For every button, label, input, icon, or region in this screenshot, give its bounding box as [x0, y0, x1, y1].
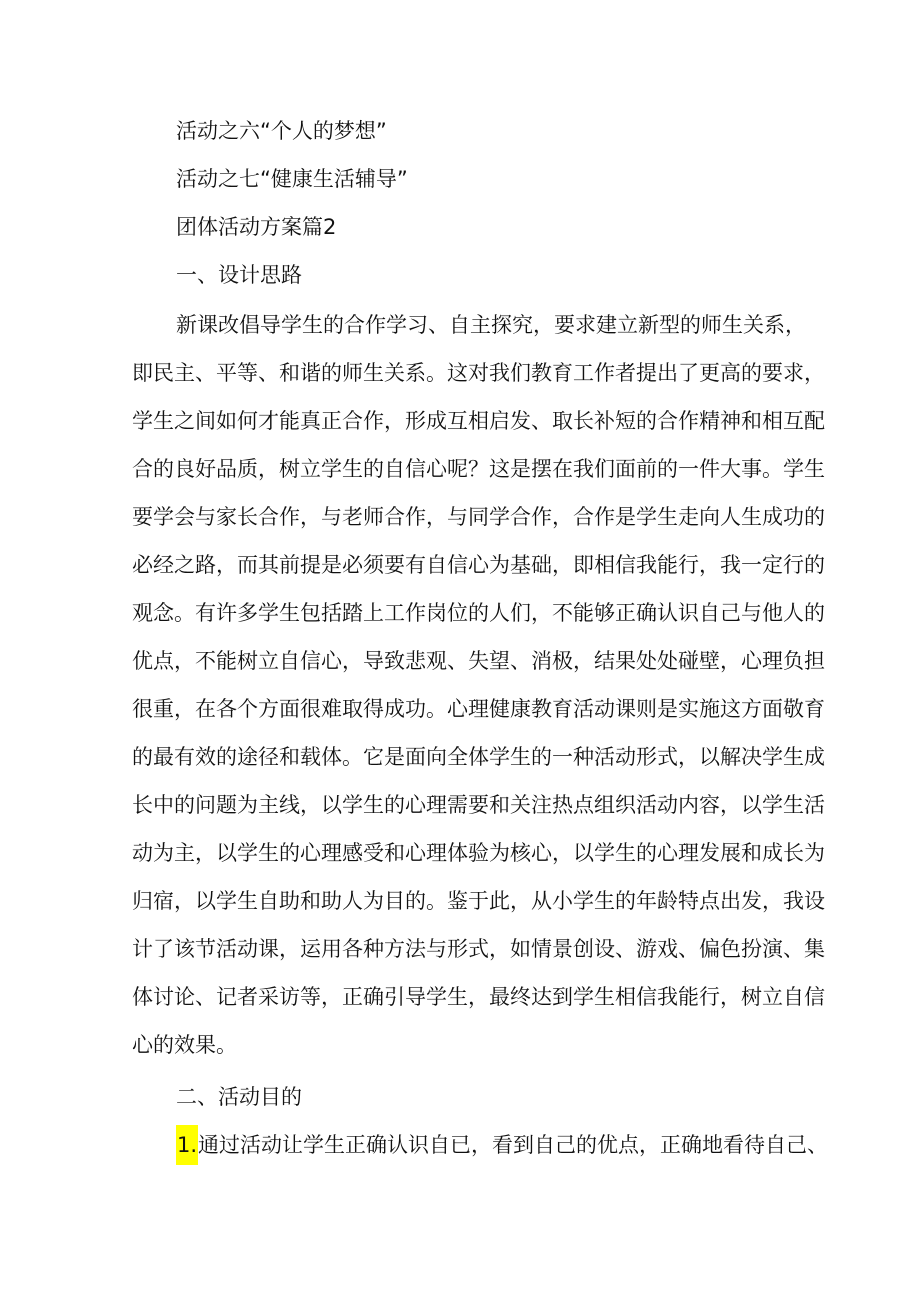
paragraph-line: 即民主、平等、和谐的师生关系。这对我们教育工作者提出了更高的要求， [132, 361, 825, 385]
paragraph-line: 优点，不能树立自信心，导致悲观、失望、消极，结果处处碰壁，心理负担 [132, 649, 825, 673]
heading-plan-part-2: 团体活动方案篇2 [176, 215, 337, 239]
paragraph-line: 新课改倡导学生的合作学习、自主探究，要求建立新型的师生关系， [176, 313, 806, 337]
paragraph-line: 观念。有许多学生包括踏上工作岗位的人们，不能够正确认识自己与他人的 [132, 601, 825, 625]
list-item-number-highlight: 1. [176, 1125, 198, 1165]
heading-activity-6: 活动之六“个人的梦想” [176, 119, 387, 143]
heading-activity-7: 活动之七“健康生活辅导” [176, 167, 408, 191]
paragraph-line: 计了该节活动课，运用各种方法与形式，如情景创设、游戏、偏色扮演、集 [132, 937, 825, 961]
heading-design-idea: 一、设计思路 [176, 263, 302, 287]
paragraph-line: 动为主，以学生的心理感受和心理体验为核心，以学生的心理发展和成长为 [132, 841, 825, 865]
paragraph-line: 必经之路，而其前提是必须要有自信心为基础，即相信我能行，我一定行的 [132, 553, 825, 577]
paragraph-line: 长中的问题为主线，以学生的心理需要和关注热点组织活动内容，以学生活 [132, 793, 825, 817]
paragraph-line: 心的效果。 [132, 1033, 237, 1057]
paragraph-line: 合的良好品质，树立学生的自信心呢？这是摆在我们面前的一件大事。学生 [132, 457, 825, 481]
list-item-1 [176, 1130, 828, 1160]
list-item-text: 通过活动让学生正确认识自已，看到自己的优点，正确地看待自己、 [198, 1133, 829, 1157]
paragraph-line: 归宿，以学生自助和助人为目的。鉴于此，从小学生的年龄特点出发，我设 [132, 889, 825, 913]
paragraph-line: 学生之间如何才能真正合作，形成互相启发、取长补短的合作精神和相互配 [132, 409, 825, 433]
heading-activity-purpose: 二、活动目的 [176, 1085, 302, 1109]
paragraph-line: 很重，在各个方面很难取得成功。心理健康教育活动课则是实施这方面敬育 [132, 697, 825, 721]
paragraph-line: 体讨论、记者采访等，正确引导学生，最终达到学生相信我能行，树立自信 [132, 985, 825, 1009]
paragraph-line: 要学会与家长合作，与老师合作，与同学合作，合作是学生走向人生成功的 [132, 505, 825, 529]
paragraph-line: 的最有效的途径和载体。它是面向全体学生的一种活动形式，以解决学生成 [132, 745, 825, 769]
